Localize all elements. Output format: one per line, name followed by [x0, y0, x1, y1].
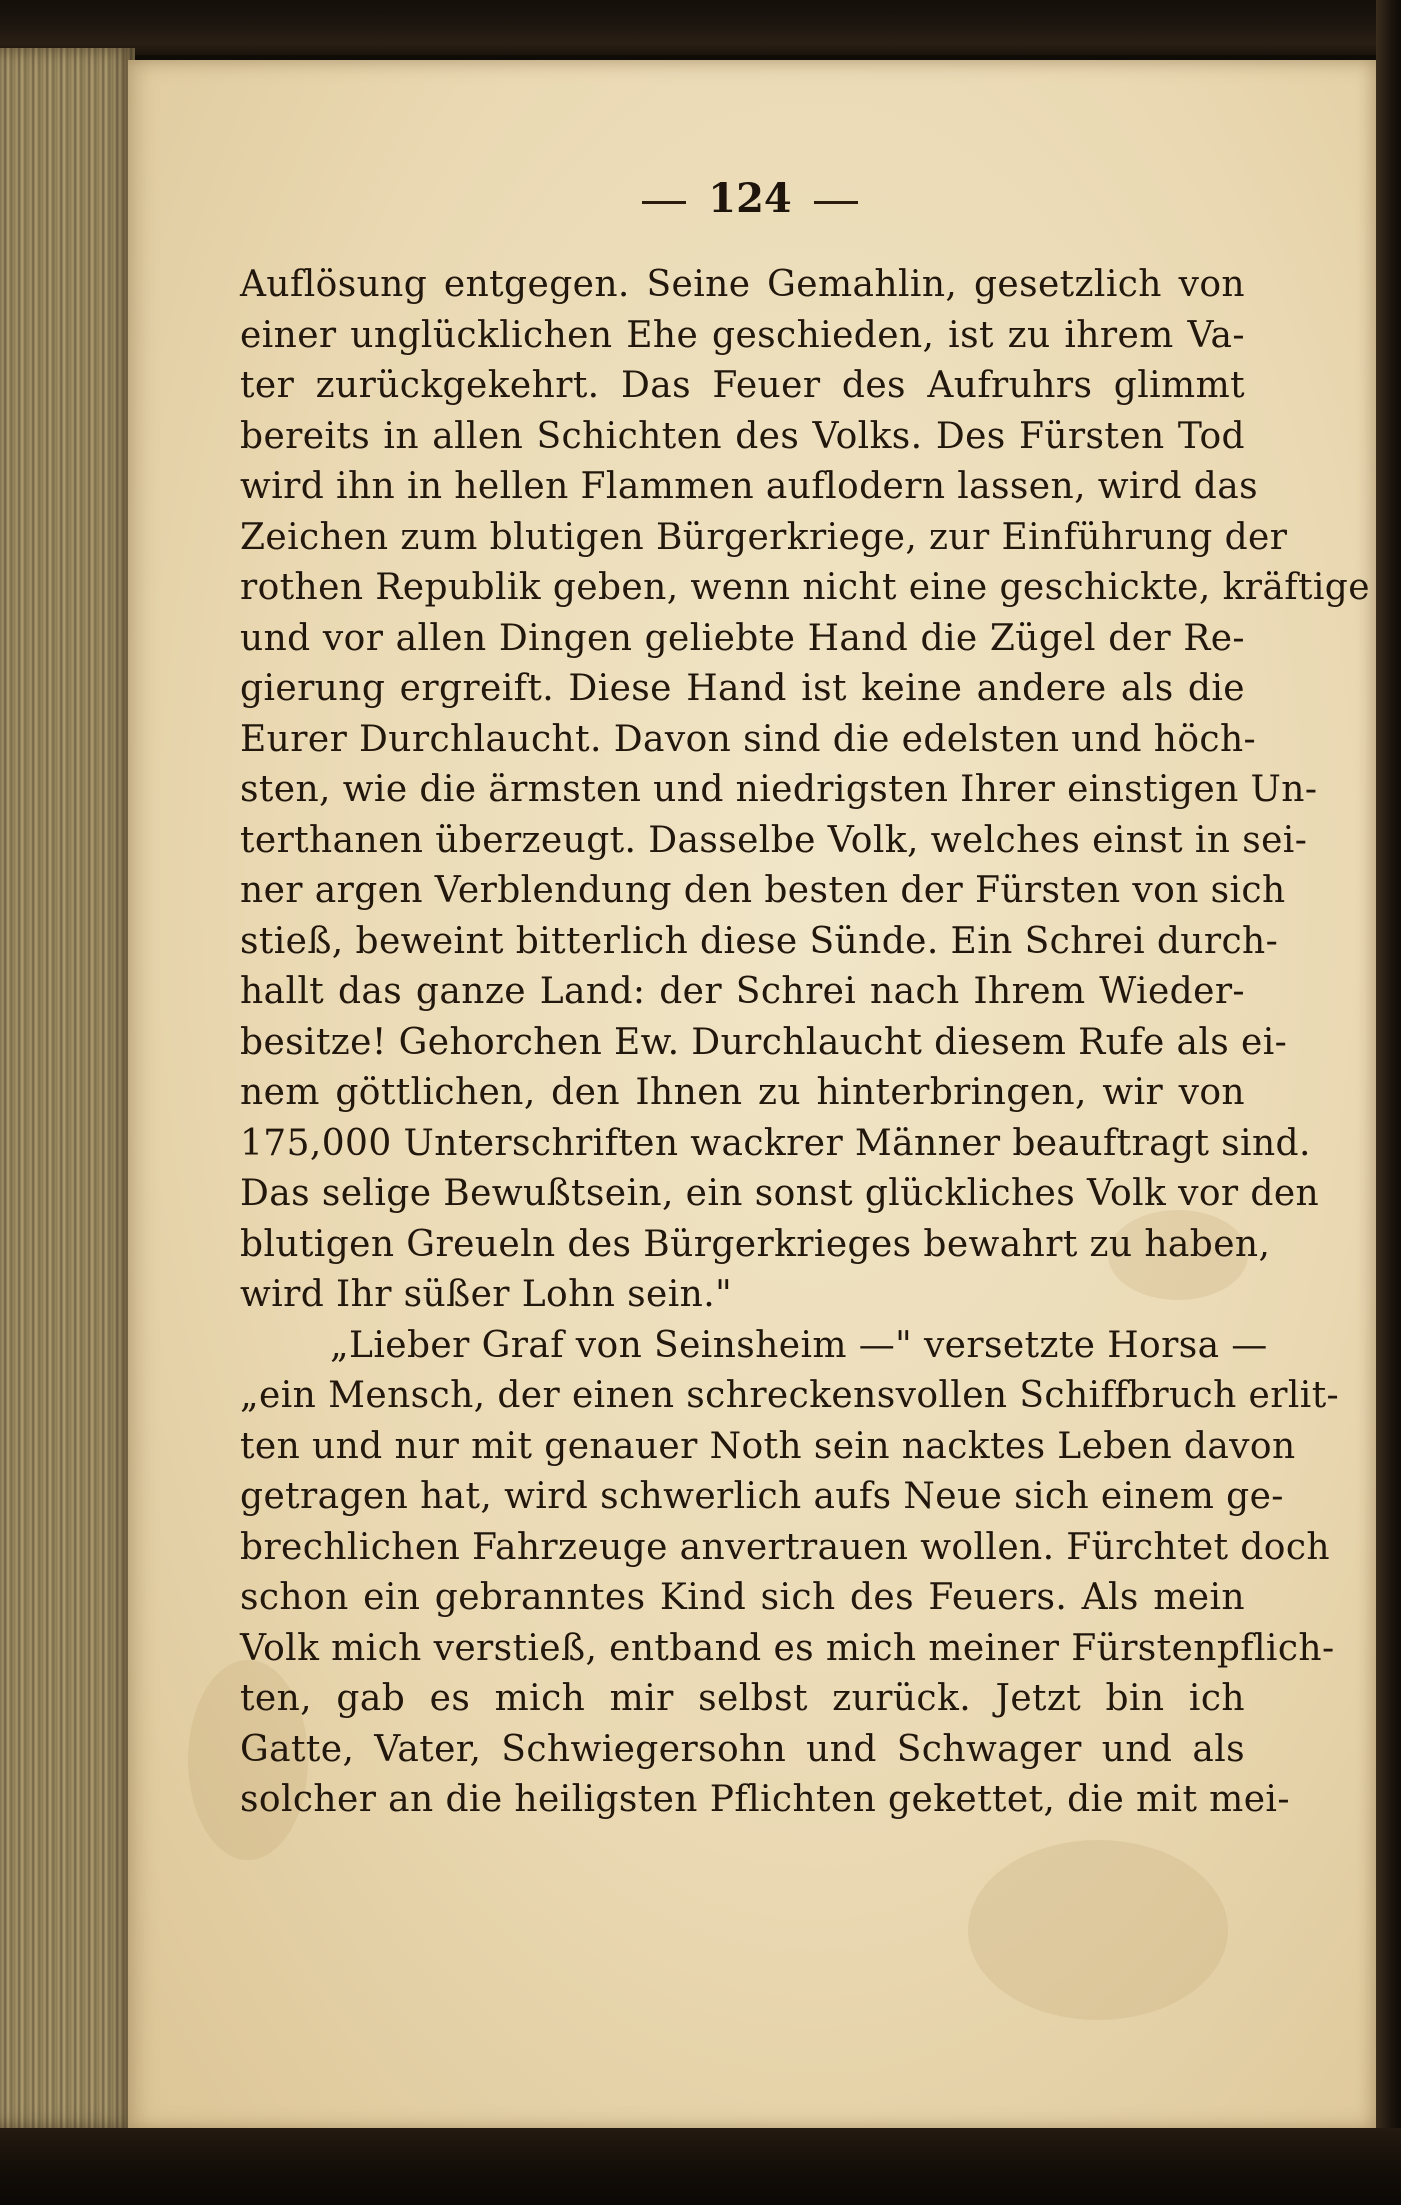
text-line: „ein Mensch, der einen schreckensvollen Schiffbruch erlit-	[240, 1375, 1340, 1416]
text-line: schon ein gebranntes Kind sich des Feuers. Als mein	[240, 1577, 1245, 1618]
page-number: 124	[708, 175, 792, 222]
text-line: brechlichen Fahrzeuge anvertrauen wollen. Fürchtet doch	[240, 1526, 1330, 1568]
text-line: Eurer Durchlaucht. Davon sind die edelsten und höch-	[240, 718, 1257, 760]
text-line: Auflösung entgegen. Seine Gemahlin, gesetzlich von	[240, 264, 1245, 305]
text-line: getragen hat, wird schwerlich aufs Neue sich einem ge-	[240, 1476, 1284, 1517]
text-line: nem göttlichen, den Ihnen zu hinterbringen, wir von	[240, 1072, 1245, 1113]
text-line: hallt das ganze Land: der Schrei nach Ihrem Wieder-	[240, 971, 1245, 1012]
text-line: Zeichen zum blutigen Bürgerkriege, zur Einführung der	[240, 516, 1288, 558]
page-number-header	[600, 175, 900, 222]
text-line: einer unglücklichen Ehe geschieden, ist zu ihrem Va-	[240, 314, 1245, 356]
paragraph	[240, 260, 1370, 1321]
text-line: ten, gab es mich mir selbst zurück. Jetzt bin ich	[240, 1678, 1245, 1719]
text-line: ten und nur mit genauer Noth sein nacktes Leben davon	[240, 1425, 1296, 1467]
text-line: sten, wie die ärmsten und niedrigsten Ihrer einstigen Un-	[240, 769, 1318, 810]
text-line: ter zurückgekehrt. Das Feuer des Aufruhrs glimmt	[240, 365, 1245, 406]
text-line: rothen Republik geben, wenn nicht eine geschickte, kräftige	[240, 567, 1370, 608]
text-line: besitze! Gehorchen Ew. Durchlaucht diesem Rufe als ei-	[240, 1021, 1288, 1063]
text-line: Volk mich verstieß, entband es mich meiner Fürstenpflich-	[240, 1627, 1335, 1669]
scan-bottom-border	[0, 2128, 1401, 2205]
text-line: solcher an die heiligsten Pflichten gekettet, die mit mei-	[240, 1779, 1290, 1820]
body-text	[240, 260, 1370, 1826]
text-line: „Lieber Graf von Seinsheim —" versetzte Horsa —	[330, 1324, 1268, 1366]
foxing-spot	[968, 1840, 1228, 2020]
text-line: gierung ergreift. Diese Hand ist keine andere als die	[240, 668, 1245, 709]
text-line: ner argen Verblendung den besten der Fürsten von sich	[240, 870, 1286, 911]
text-line: Das selige Bewußtsein, ein sonst glückliches Volk vor den	[240, 1173, 1320, 1214]
text-line: 175,000 Unterschriften wackrer Männer beauftragt sind.	[240, 1122, 1311, 1164]
text-line: wird Ihr süßer Lohn sein."	[240, 1274, 733, 1315]
text-line: terthanen überzeugt. Dasselbe Volk, welches einst in sei-	[240, 819, 1308, 861]
text-line: bereits in allen Schichten des Volks. Des Fürsten Tod	[240, 415, 1245, 457]
header-dash-left	[642, 201, 686, 204]
text-line: stieß, beweint bitterlich diese Sünde. Ein Schrei durch-	[240, 920, 1279, 962]
page-edge-stack	[0, 48, 135, 2128]
scan-top-border	[0, 0, 1401, 55]
header-dash-right	[814, 201, 858, 204]
text-line: Gatte, Vater, Schwiegersohn und Schwager und als	[240, 1728, 1245, 1770]
scan-right-border	[1376, 0, 1401, 2205]
text-line: blutigen Greueln des Bürgerkrieges bewahrt zu haben,	[240, 1223, 1271, 1265]
text-line: und vor allen Dingen geliebte Hand die Zügel der Re-	[240, 617, 1245, 659]
text-line: wird ihn in hellen Flammen auflodern lassen, wird das	[240, 466, 1258, 507]
paragraph	[240, 1321, 1340, 1826]
